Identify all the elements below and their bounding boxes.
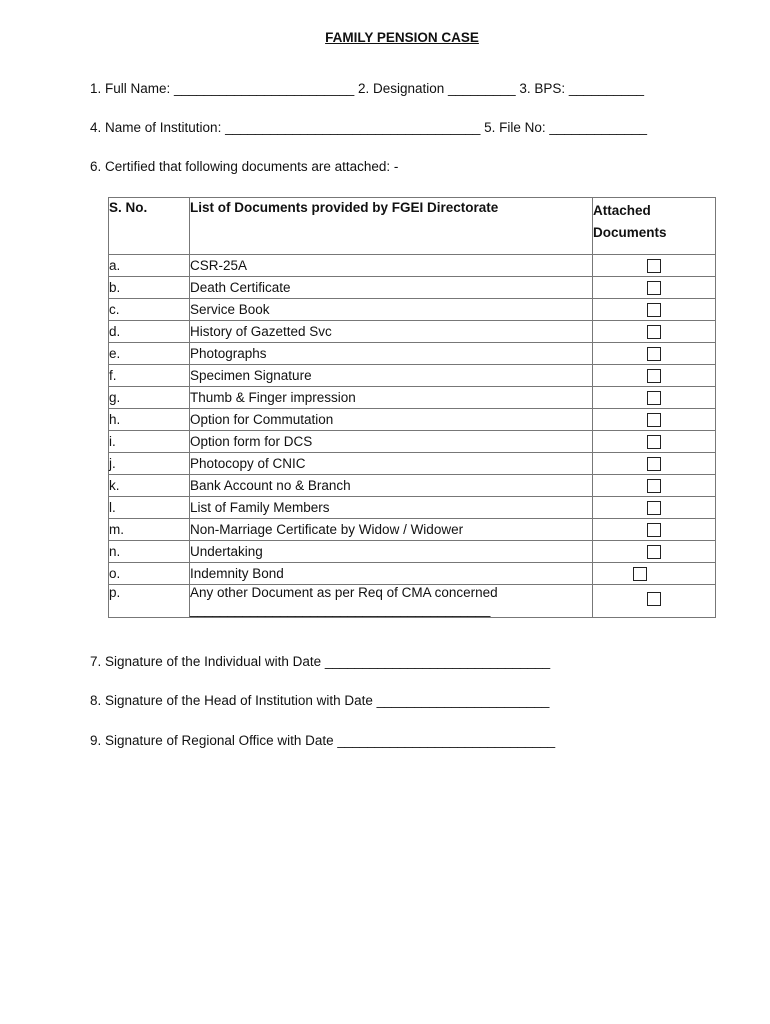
- table-row: [109, 255, 716, 277]
- document-name: Thumb & Finger impression: [190, 387, 593, 409]
- serial-no: m.: [109, 519, 190, 541]
- table-row: [109, 541, 716, 563]
- other-document-blank: ________________________________________: [190, 602, 491, 617]
- header-document-list: List of Documents provided by FGEI Directorate: [190, 198, 593, 255]
- head-of-institution-signature-line: 8. Signature of the Head of Institution with Date _______________________: [90, 693, 550, 708]
- serial-no: f.: [109, 365, 190, 387]
- header-attached-line1: Attached: [593, 203, 651, 218]
- document-name: History of Gazetted Svc: [190, 321, 593, 343]
- document-name: Photocopy of CNIC: [190, 453, 593, 475]
- serial-no: h.: [109, 409, 190, 431]
- table-header-row: [109, 198, 716, 255]
- serial-no: p.: [109, 585, 190, 618]
- document-name: Bank Account no & Branch: [190, 475, 593, 497]
- document-name-text: Any other Document as per Req of CMA concerned: [190, 585, 498, 600]
- serial-no: c.: [109, 299, 190, 321]
- table-row: [109, 277, 716, 299]
- document-name: Specimen Signature: [190, 365, 593, 387]
- serial-no: j.: [109, 453, 190, 475]
- table-row: [109, 299, 716, 321]
- serial-no: a.: [109, 255, 190, 277]
- serial-no: o.: [109, 563, 190, 585]
- table-row: [109, 343, 716, 365]
- attached-checkbox[interactable]: [647, 457, 661, 471]
- attached-checkbox[interactable]: [647, 435, 661, 449]
- institution-file-line: 4. Name of Institution: __________________________________ 5. File No: _____________: [90, 120, 647, 135]
- header-attached-documents: [593, 198, 716, 255]
- document-name: Option for Commutation: [190, 409, 593, 431]
- document-name: Non-Marriage Certificate by Widow / Widower: [190, 519, 593, 541]
- table-row: [109, 387, 716, 409]
- attached-checkbox[interactable]: [647, 479, 661, 493]
- table-row: [109, 409, 716, 431]
- serial-no: l.: [109, 497, 190, 519]
- serial-no: g.: [109, 387, 190, 409]
- attached-checkbox[interactable]: [647, 325, 661, 339]
- name-designation-bps-line: 1. Full Name: ________________________ 2. Designation _________ 3. BPS: __________: [90, 81, 644, 96]
- serial-no: b.: [109, 277, 190, 299]
- document-name: Death Certificate: [190, 277, 593, 299]
- table-row: [109, 365, 716, 387]
- attached-checkbox[interactable]: [633, 567, 647, 581]
- serial-no: n.: [109, 541, 190, 563]
- document-name: CSR-25A: [190, 255, 593, 277]
- table-row: [109, 475, 716, 497]
- attached-checkbox[interactable]: [647, 523, 661, 537]
- table-row: [109, 563, 716, 585]
- attached-checkbox[interactable]: [647, 347, 661, 361]
- document-name: [190, 585, 593, 618]
- form-title: FAMILY PENSION CASE: [325, 30, 479, 45]
- attached-checkbox[interactable]: [647, 592, 661, 606]
- document-name: Indemnity Bond: [190, 563, 593, 585]
- attached-checkbox[interactable]: [647, 281, 661, 295]
- serial-no: e.: [109, 343, 190, 365]
- table-row: [109, 453, 716, 475]
- header-attached-line2: Documents: [593, 225, 667, 240]
- document-name: List of Family Members: [190, 497, 593, 519]
- table-row: [109, 585, 716, 618]
- regional-office-signature-line: 9. Signature of Regional Office with Date _____________________________: [90, 733, 556, 748]
- table-row: [109, 431, 716, 453]
- document-name: Photographs: [190, 343, 593, 365]
- header-serial-no: S. No.: [109, 198, 190, 255]
- serial-no: d.: [109, 321, 190, 343]
- attached-checkbox[interactable]: [647, 545, 661, 559]
- attached-checkbox[interactable]: [647, 369, 661, 383]
- serial-no: i.: [109, 431, 190, 453]
- certification-statement: 6. Certified that following documents are attached: -: [90, 159, 399, 174]
- table-row: [109, 497, 716, 519]
- attached-checkbox[interactable]: [647, 303, 661, 317]
- documents-table: [108, 197, 716, 618]
- serial-no: k.: [109, 475, 190, 497]
- document-name: Option form for DCS: [190, 431, 593, 453]
- attached-checkbox[interactable]: [647, 501, 661, 515]
- table-row: [109, 321, 716, 343]
- individual-signature-line: 7. Signature of the Individual with Date ______________________________: [90, 654, 551, 669]
- document-name: Undertaking: [190, 541, 593, 563]
- document-name: Service Book: [190, 299, 593, 321]
- attached-checkbox[interactable]: [647, 413, 661, 427]
- attached-checkbox[interactable]: [647, 391, 661, 405]
- table-row: [109, 519, 716, 541]
- attached-checkbox[interactable]: [647, 259, 661, 273]
